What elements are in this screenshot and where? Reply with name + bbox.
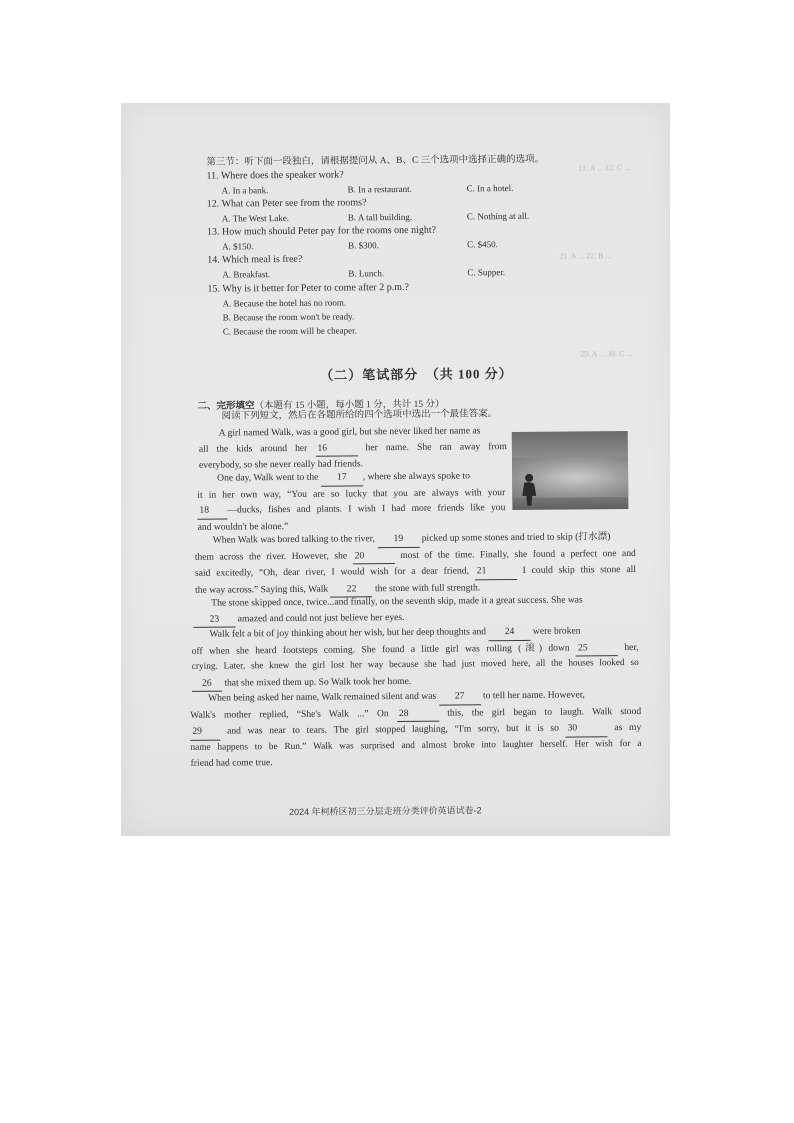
part-title: （二）笔试部分 （共 100 分） — [320, 366, 513, 383]
para2-text: One day, Walk went to the — [217, 471, 319, 484]
show-through-text: 11. A ... 12. C ... — [578, 162, 631, 173]
para1-line3: everybody, so she never really had friends. — [198, 458, 364, 471]
option-15a: A. Because the hotel has no room. — [222, 297, 347, 309]
blank-18[interactable]: 18 — [197, 503, 227, 520]
para1-text: all the kids around her — [198, 442, 308, 455]
para1-line1: A girl named Walk, was a good girl, but she never liked her name as — [218, 425, 481, 439]
para5-text: off when she heard footsteps coming. She found a little girl was rolling (滚) down — [191, 642, 570, 657]
option-12a: A. The West Lake. — [221, 212, 290, 224]
question-11: 11. Where does the speaker work? — [206, 169, 344, 182]
para5-text: her, — [624, 641, 639, 653]
para6-text: and was near to tears. The girl stopped laughing, “I'm sorry, but it is so — [227, 722, 559, 737]
para3-text: the stone with full strength. — [374, 582, 481, 595]
show-through-text: 21. A ... 22. B ... — [559, 251, 612, 261]
para2-line1 — [197, 468, 505, 487]
option-14a: A. Breakfast. — [222, 269, 271, 280]
page-footer: 2024 年柯桥区初三分层走班分类评价英语试卷-2 — [288, 805, 482, 817]
question-13: 13. How much should Peter pay for the rooms one night? — [206, 224, 437, 238]
girl-silhouette — [518, 472, 540, 506]
option-11a: A. In a bank. — [221, 185, 269, 196]
para6-line4: name happens to be Run.” Walk was surprised and almost broke into laughter herself. Her wish for a — [190, 738, 642, 753]
blank-20[interactable]: 20 — [353, 548, 395, 565]
blank-19[interactable]: 19 — [377, 531, 419, 548]
blank-28[interactable]: 28 — [397, 705, 439, 722]
para6-text: When being asked her name, Walk remained silent and was — [207, 690, 437, 704]
para2-line2: it in her own way, “You are so lucky that you are always with your — [197, 486, 506, 501]
option-14b: B. Lunch. — [348, 268, 385, 279]
cloze-paragraph-5 — [191, 623, 639, 692]
option-13b: B. $300. — [348, 240, 379, 251]
option-15b: B. Because the room won't be ready. — [222, 311, 355, 323]
para6-text: as my — [614, 722, 642, 734]
blank-21[interactable]: 21 — [475, 563, 517, 580]
option-11c: C. In a hotel. — [466, 183, 514, 194]
para2-text: —ducks, fishes and plants. I wish I had more friends like you — [227, 502, 506, 516]
option-15c: C. Because the room will be cheaper. — [222, 325, 357, 337]
para3-text: the way across.” Saying this, Walk — [195, 583, 329, 596]
cloze-paragraph-2 — [197, 468, 506, 535]
para3-text: them across the river. However, she — [194, 550, 348, 563]
para6-text: Walk's mother replied, “She's Walk ...” On — [190, 707, 389, 721]
blank-17[interactable]: 17 — [321, 469, 363, 486]
para6-line5: friend had come true. — [190, 757, 273, 770]
page-content — [121, 103, 670, 836]
blank-16[interactable]: 16 — [315, 440, 357, 457]
para2-line4: and wouldn't be alone.” — [197, 520, 289, 533]
blank-30[interactable]: 30 — [566, 720, 608, 737]
para5-line3: crying. Later, she knew the girl lost her way because she had just moved here, all the houses looked so — [191, 658, 639, 673]
para6-text: this, the girl began to laugh. Walk stood — [447, 705, 642, 719]
para3-text: I could skip this stone all — [522, 564, 636, 577]
blank-29[interactable]: 29 — [190, 724, 220, 741]
para2-line3 — [197, 500, 505, 519]
para5-text: were broken — [532, 625, 581, 637]
blank-24[interactable]: 24 — [488, 624, 530, 641]
para3-text: said excitedly, “Oh, dear river, I would wish for a dear friend, — [194, 565, 470, 579]
para6-text: to tell her name. However, — [482, 689, 585, 702]
question-12: 12. What can Peter see from the rooms? — [206, 197, 367, 210]
para1-text: her name. She ran away from — [365, 440, 507, 453]
blank-22[interactable]: 22 — [331, 581, 373, 598]
river-photo — [512, 431, 629, 510]
option-13a: A. $150. — [222, 241, 254, 252]
cloze-instruction: 阅读下列短文，然后在各题所给的四个选项中选出一个最佳答案。 — [221, 409, 498, 422]
photographed-page — [121, 103, 670, 836]
blank-23[interactable]: 23 — [193, 611, 235, 628]
para1-line2 — [199, 439, 507, 458]
para5-text: Walk felt a bit of joy thinking about her wish, but her deep thoughts and — [209, 626, 487, 640]
option-11b: B. In a restaurant. — [347, 183, 412, 195]
question-14: 14. Which meal is free? — [207, 253, 303, 266]
blank-27[interactable]: 27 — [439, 688, 481, 705]
option-13c: C. $450. — [467, 239, 498, 250]
para4-line1: The stone skipped once, twice...and finally, on the seventh skip, made it a great success. She was — [211, 594, 583, 609]
show-through-text: 29. A ... 30. C ... — [580, 348, 633, 359]
cloze-paragraph-3 — [195, 529, 637, 599]
section3-intro: 第三节：听下面一段独白，请根据提问从 A、B、C 三个选项中选择正确的选项。 — [206, 154, 545, 168]
question-15: 15. Why is it better for Peter to come after 2 p.m.? — [207, 281, 409, 295]
blank-26[interactable]: 26 — [192, 675, 222, 692]
cloze-paragraph-1 — [199, 423, 507, 473]
para4-text: amazed and could not just believe her eyes. — [237, 611, 405, 625]
para5-text: that she mixed them up. So Walk took her home. — [224, 675, 412, 689]
option-12b: B. A tall building. — [347, 211, 413, 223]
cloze-header-number: 二、完形填空 — [197, 401, 255, 412]
cloze-header-note: （本题有 15 小题，每小题 1 分，共计 15 分） — [254, 399, 445, 412]
blank-25[interactable]: 25 — [576, 640, 618, 657]
para3-text: most of the time. Finally, she found a perfect one and — [400, 547, 636, 561]
option-14c: C. Supper. — [467, 267, 506, 278]
para2-text: , where she always spoke to — [362, 470, 470, 483]
para3-text: picked up some stones and tried to skip (打水漂) — [421, 531, 611, 544]
option-12c: C. Nothing at all. — [466, 210, 530, 222]
para3-text: When Walk was bored talking to the river, — [212, 533, 375, 546]
cloze-paragraph-6 — [190, 687, 642, 772]
